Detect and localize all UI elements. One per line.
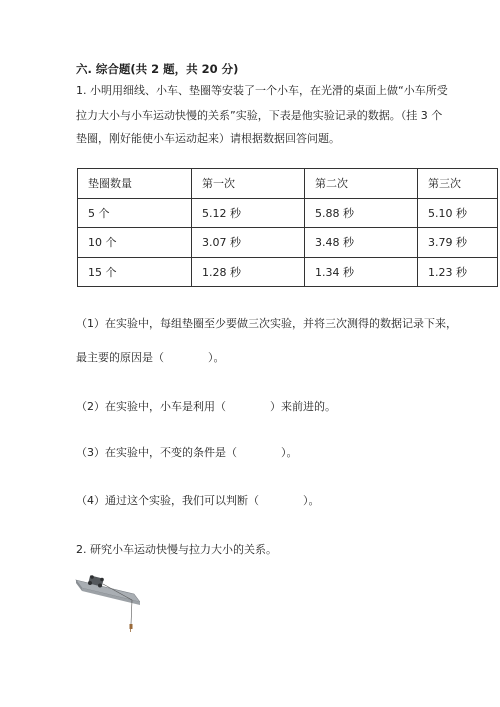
question-2: 2. 研究小车运动快慢与拉力大小的关系。 <box>76 543 277 556</box>
table-header-cell: 第二次 <box>305 169 418 199</box>
table-cell: 3.48 秒 <box>305 228 418 258</box>
table-cell: 3.79 秒 <box>418 228 498 258</box>
table-header-cell: 第三次 <box>418 169 498 199</box>
table-header-cell: 垫圈数量 <box>78 169 192 199</box>
table-cell: 1.23 秒 <box>418 257 498 287</box>
table-row <box>78 228 498 258</box>
table-cell: 10 个 <box>78 228 192 258</box>
table-cell: 5.88 秒 <box>305 198 418 228</box>
sub-question-1-line-2: 最主要的原因是（ ）。 <box>76 351 225 364</box>
question-1-line-3: 垫圈，刚好能使小车运动起来）请根据数据回答问题。 <box>76 132 340 145</box>
table-cell: 5.10 秒 <box>418 198 498 228</box>
table-cell: 3.07 秒 <box>192 228 305 258</box>
table-cell: 1.34 秒 <box>305 257 418 287</box>
sub-question-3: （3）在实验中，不变的条件是（ ）。 <box>76 446 298 459</box>
table-cell: 5 个 <box>78 198 192 228</box>
table-cell: 1.28 秒 <box>192 257 305 287</box>
sub-question-4: （4）通过这个实验，我们可以判断（ ）。 <box>76 494 320 507</box>
table-header-row <box>78 169 498 199</box>
table-cell: 15 个 <box>78 257 192 287</box>
table-row <box>78 198 498 228</box>
table-header-cell: 第一次 <box>192 169 305 199</box>
question-1-line-1: 1. 小明用细线、小车、垫圈等安装了一个小车，在光滑的桌面上做“小车所受 <box>76 84 448 97</box>
sub-question-2: （2）在实验中，小车是利用（ ）来前进的。 <box>76 400 336 413</box>
table-row <box>78 257 498 287</box>
experiment-data-table <box>77 168 498 287</box>
question-1-line-2: 拉力大小与小车运动快慢的关系”实验，下表是他实验记录的数据。（挂 3 个 <box>76 109 443 122</box>
table-cell: 5.12 秒 <box>192 198 305 228</box>
cart-on-table-diagram <box>74 572 140 634</box>
sub-question-1-line-1: （1）在实验中，每组垫圈至少要做三次实验，并将三次测得的数据记录下来， <box>76 317 457 330</box>
section-title: 六. 综合题(共 2 题，共 20 分) <box>76 62 239 76</box>
